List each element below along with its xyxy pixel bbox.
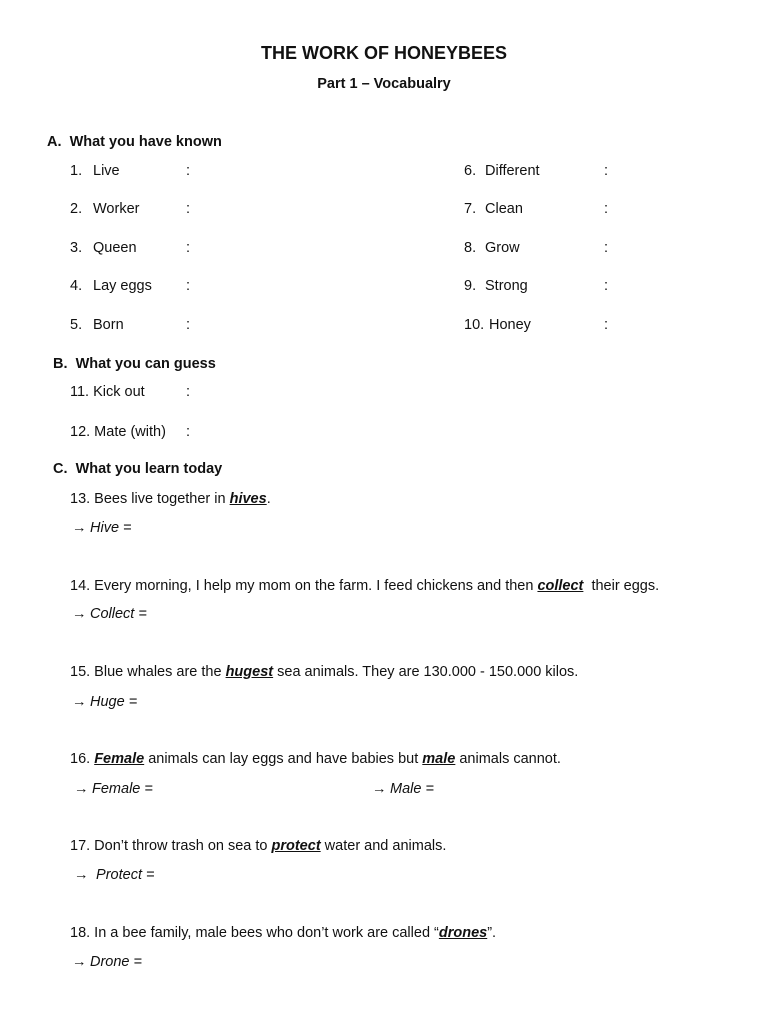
key-word-2: male (422, 751, 456, 767)
arrow-right-icon: → (72, 694, 87, 710)
vocab-word: Honey (489, 317, 531, 333)
vocab-num: 1. (70, 163, 83, 179)
question-text-mid: animals can lay eggs and have babies but (144, 751, 423, 767)
guess-item-11 (70, 384, 191, 400)
answer-17 (74, 867, 154, 883)
vocab-num: 7. (464, 201, 477, 217)
question-text: 18. In a bee family, male bees who don’t work are called “ (70, 925, 439, 941)
vocab-word: Different (485, 163, 540, 179)
arrow-right-icon: → (372, 781, 387, 797)
vocab-item-6 (464, 163, 609, 179)
answer-15 (72, 694, 137, 710)
vocab-item-5 (70, 317, 191, 333)
vocab-num: 4. (70, 278, 83, 294)
guess-item-12 (70, 424, 191, 440)
section-a-heading (47, 134, 222, 150)
question-17 (70, 838, 446, 854)
answer-label: Collect = (90, 606, 147, 622)
question-15 (70, 664, 578, 680)
section-b-heading (53, 356, 216, 372)
section-a-letter: A. (47, 134, 62, 150)
question-16 (70, 751, 561, 767)
question-text: 13. Bees live together in (70, 491, 230, 507)
question-text: 16. (70, 751, 95, 767)
vocab-colon: : (604, 201, 609, 217)
page-subtitle: Part 1 – Vocabualry (317, 76, 451, 92)
arrow-right-icon: → (72, 520, 87, 536)
vocab-word: Worker (93, 201, 140, 217)
answer-label: Protect = (96, 867, 155, 883)
arrow-right-icon: → (74, 867, 89, 883)
answer-16-female (74, 781, 153, 797)
guess-colon: : (186, 424, 191, 440)
answer-label: Male = (390, 781, 434, 797)
vocab-colon: : (604, 163, 609, 179)
vocab-colon: : (604, 317, 609, 333)
guess-label: 12. Mate (with) (70, 424, 166, 440)
vocab-colon: : (604, 278, 609, 294)
vocab-item-1 (70, 163, 191, 179)
question-18 (70, 925, 496, 941)
question-text-end: . (266, 491, 271, 507)
vocab-item-8 (464, 240, 609, 256)
answer-label: Hive = (90, 520, 132, 536)
section-c-letter: C. (53, 461, 68, 477)
question-14 (70, 578, 659, 594)
vocab-item-9 (464, 278, 609, 294)
section-b-title: What you can guess (75, 356, 216, 372)
vocab-word: Queen (93, 240, 137, 256)
vocab-colon: : (186, 163, 191, 179)
key-word: hugest (225, 664, 274, 680)
answer-13 (72, 520, 132, 536)
guess-label: 11. Kick out (70, 384, 145, 400)
section-c-title: What you learn today (75, 461, 223, 477)
vocab-colon: : (186, 278, 191, 294)
question-text-end: their eggs. (583, 578, 660, 594)
arrow-right-icon: → (74, 781, 89, 797)
vocab-word: Born (93, 317, 124, 333)
answer-14 (72, 606, 147, 622)
vocab-colon: : (604, 240, 609, 256)
vocab-num: 10. (464, 317, 485, 333)
section-b-letter: B. (53, 356, 68, 372)
key-word: collect (537, 578, 584, 594)
key-word: protect (271, 838, 321, 854)
question-text-end: water and animals. (320, 838, 447, 854)
vocab-colon: : (186, 240, 191, 256)
arrow-right-icon: → (72, 954, 87, 970)
vocab-colon: : (186, 201, 191, 217)
section-c-heading (53, 461, 222, 477)
vocab-num: 3. (70, 240, 83, 256)
vocab-num: 2. (70, 201, 83, 217)
key-word: hives (229, 491, 267, 507)
arrow-right-icon: → (72, 606, 87, 622)
answer-16-male (372, 781, 434, 797)
vocab-item-4 (70, 278, 191, 294)
question-text: 14. Every morning, I help my mom on the farm. I feed chickens and then (70, 578, 538, 594)
answer-label: Female = (92, 781, 153, 797)
question-text: 17. Don’t throw trash on sea to (70, 838, 272, 854)
key-word: drones (438, 925, 488, 941)
vocab-word: Grow (485, 240, 520, 256)
vocab-word: Strong (485, 278, 528, 294)
vocab-item-2 (70, 201, 191, 217)
vocab-num: 8. (464, 240, 477, 256)
vocab-num: 6. (464, 163, 477, 179)
question-13 (70, 491, 271, 507)
question-text-end: ”. (487, 925, 497, 941)
vocab-word: Live (93, 163, 120, 179)
vocab-item-3 (70, 240, 191, 256)
key-word: Female (94, 751, 145, 767)
vocab-colon: : (186, 317, 191, 333)
vocab-word: Clean (485, 201, 523, 217)
vocab-num: 9. (464, 278, 477, 294)
guess-colon: : (186, 384, 191, 400)
question-text-end: sea animals. They are 130.000 - 150.000 kilos. (273, 664, 579, 680)
vocab-item-10 (464, 317, 609, 333)
question-text: 15. Blue whales are the (70, 664, 226, 680)
section-a-title: What you have known (69, 134, 222, 150)
page-title: THE WORK OF HONEYBEES (260, 43, 507, 63)
answer-18 (72, 954, 142, 970)
vocab-word: Lay eggs (93, 278, 152, 294)
answer-label: Huge = (90, 694, 138, 710)
vocab-item-7 (464, 201, 609, 217)
answer-label: Drone = (90, 954, 142, 970)
question-text-end: animals cannot. (455, 751, 561, 767)
vocab-num: 5. (70, 317, 83, 333)
